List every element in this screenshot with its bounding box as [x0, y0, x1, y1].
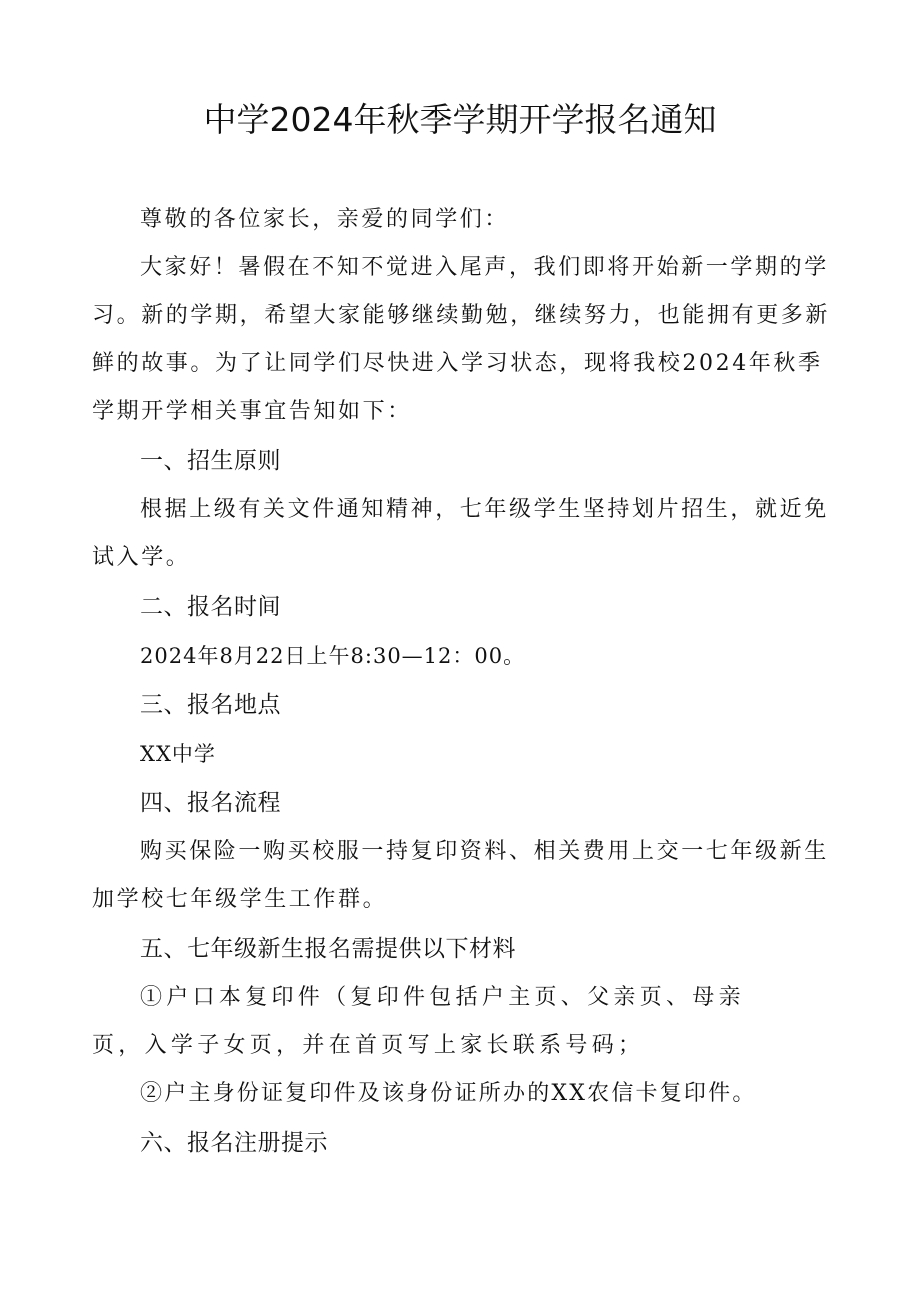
document-body	[92, 196, 836, 1168]
document-title: 中学2024年秋季学期开学报名通知	[203, 100, 717, 139]
section-heading-5: 五、七年级新生报名需提供以下材料	[140, 936, 516, 962]
intro-paragraph: 大家好！暑假在不知不觉进入尾声，我们即将开始新一学期的学习。新的学期，希望大家能够继续勤勉，继续努力，也能拥有更多新鲜的故事。为了让同学们尽快进入学习状态，现将我校2024年秋季学期开学相关事宜告知如下：	[92, 255, 831, 424]
section-body-3: XX中学	[140, 742, 216, 766]
material-item-2: ②户主身份证复印件及该身份证所办的XX农信卡复印件。	[140, 1081, 757, 1106]
section-body-2: 2024年8月22日上午8:30—12：00。	[140, 644, 526, 668]
section-body-1: 根据上级有关文件通知精神，七年级学生坚持划片招生，就近免试入学。	[92, 497, 829, 570]
section-heading-4: 四、报名流程	[140, 790, 281, 816]
material-item-1: ①户口本复印件（复印件包括户主页、父亲页、母亲页，入学子女页，并在首页写上家长联系号码；	[92, 985, 745, 1058]
section-heading-2: 二、报名时间	[140, 594, 281, 620]
salutation: 尊敬的各位家长，亲爱的同学们：	[140, 207, 510, 232]
section-body-4: 购买保险一购买校服一持复印资料、相关费用上交一七年级新生加学校七年级学生工作群。	[92, 839, 829, 912]
section-heading-6: 六、报名注册提示	[140, 1130, 328, 1156]
section-heading-1: 一、招生原则	[140, 448, 281, 474]
section-heading-3: 三、报名地点	[140, 692, 281, 718]
